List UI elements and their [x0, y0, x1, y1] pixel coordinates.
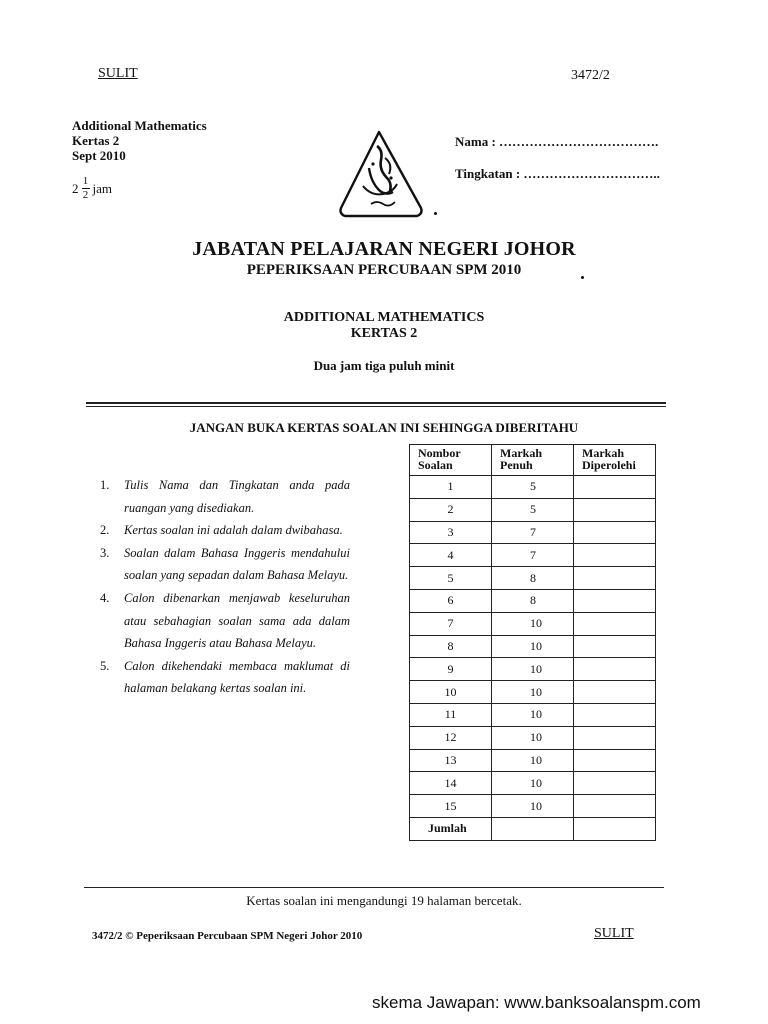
divider-rule	[86, 402, 666, 404]
table-row	[410, 476, 656, 499]
marks-obtained-cell[interactable]	[574, 521, 656, 544]
instruction-item: 1. Tulis Nama dan Tingkatan anda pada ruangan yang disediakan.	[100, 478, 350, 515]
total-label: Jumlah	[410, 817, 492, 840]
classification-label: SULIT	[98, 66, 138, 81]
subject-name: Additional Mathematics	[72, 118, 207, 133]
marks-obtained-cell[interactable]	[574, 681, 656, 704]
total-full-marks-cell	[492, 817, 574, 840]
question-number-cell: 5	[410, 567, 492, 590]
instructions-list	[100, 474, 350, 700]
paper-code: 3472/2	[571, 68, 610, 83]
table-total-row	[410, 817, 656, 840]
footer-rule	[84, 887, 664, 888]
table-row	[410, 589, 656, 612]
exam-date: Sept 2010	[72, 148, 126, 163]
table-row	[410, 749, 656, 772]
question-number-cell: 2	[410, 498, 492, 521]
paper-subject: ADDITIONAL MATHEMATICS	[283, 310, 485, 325]
question-number-cell: 8	[410, 635, 492, 658]
divider-rule	[86, 406, 666, 407]
table-row	[410, 498, 656, 521]
instruction-item: 2. Kertas soalan ini adalah dalam dwibahasa.	[100, 523, 343, 538]
question-number-cell: 11	[410, 703, 492, 726]
table-row	[410, 635, 656, 658]
department-title: JABATAN PELAJARAN NEGERI JOHOR	[192, 238, 576, 260]
table-row	[410, 612, 656, 635]
table-row	[410, 567, 656, 590]
johor-education-crest-icon	[333, 128, 429, 224]
question-number-cell: 12	[410, 726, 492, 749]
table-row	[410, 772, 656, 795]
paper-number: Kertas 2	[72, 133, 120, 148]
name-field: Nama : ……………………………….	[455, 134, 659, 149]
paper-heading	[0, 310, 768, 342]
fraction-numerator: 1	[82, 175, 89, 187]
marks-obtained-cell[interactable]	[574, 635, 656, 658]
question-number-cell: 13	[410, 749, 492, 772]
full-marks-cell: 10	[492, 726, 574, 749]
table-row	[410, 795, 656, 818]
scan-speck	[581, 276, 584, 279]
table-row	[410, 703, 656, 726]
question-number-cell: 3	[410, 521, 492, 544]
marks-obtained-cell[interactable]	[574, 726, 656, 749]
marks-table	[409, 444, 656, 841]
marks-obtained-cell[interactable]	[574, 544, 656, 567]
marks-obtained-cell[interactable]	[574, 703, 656, 726]
full-marks-cell: 10	[492, 749, 574, 772]
duration	[72, 176, 112, 201]
full-marks-cell: 5	[492, 498, 574, 521]
marks-obtained-cell[interactable]	[574, 498, 656, 521]
duration-whole: 2	[72, 180, 79, 196]
full-marks-cell: 10	[492, 681, 574, 704]
question-number-cell: 15	[410, 795, 492, 818]
full-marks-cell: 10	[492, 772, 574, 795]
instruction-item: 5. Calon dikehendaki membaca maklumat di halaman belakang kertas soalan ini.	[100, 658, 350, 696]
form-field: Tingkatan : …………………………..	[455, 166, 660, 181]
question-number-cell: 7	[410, 612, 492, 635]
full-marks-cell: 10	[492, 658, 574, 681]
marks-obtained-cell[interactable]	[574, 476, 656, 499]
duration-unit: jam	[92, 180, 112, 196]
header-question-number: Nombor Soalan	[410, 445, 492, 476]
marks-obtained-cell[interactable]	[574, 567, 656, 590]
exam-duration: Dua jam tiga puluh minit	[313, 358, 455, 373]
exam-title: PEPERIKSAAN PERCUBAAN SPM 2010	[246, 262, 522, 278]
question-number-cell: 14	[410, 772, 492, 795]
table-row	[410, 544, 656, 567]
table-row	[410, 658, 656, 681]
question-number-cell: 1	[410, 476, 492, 499]
question-number-cell: 10	[410, 681, 492, 704]
full-marks-cell: 10	[492, 635, 574, 658]
table-row	[410, 681, 656, 704]
page-count-note: Kertas soalan ini mengandungi 19 halaman bercetak.	[246, 893, 522, 908]
duration-fraction	[82, 176, 90, 201]
full-marks-cell: 10	[492, 612, 574, 635]
question-number-cell: 4	[410, 544, 492, 567]
header-full-marks: Markah Penuh	[492, 445, 574, 476]
scan-speck	[434, 212, 437, 215]
table-row	[410, 521, 656, 544]
full-marks-cell: 7	[492, 521, 574, 544]
header-marks-obtained: Markah Diperolehi	[574, 445, 656, 476]
table-header-row	[410, 445, 656, 476]
full-marks-cell: 10	[492, 795, 574, 818]
instruction-item: 3. Soalan dalam Bahasa Inggeris mendahului soalan yang sepadan dalam Bahasa Melayu.	[100, 545, 350, 583]
answer-scheme-watermark: skema Jawapan: www.banksoalanspm.com	[372, 993, 701, 1012]
total-marks-obtained-cell[interactable]	[574, 817, 656, 840]
question-number-cell: 6	[410, 589, 492, 612]
footer-classification-label: SULIT	[594, 926, 634, 941]
full-marks-cell: 7	[492, 544, 574, 567]
copyright-line: 3472/2 © Peperiksaan Percubaan SPM Negeri Johor 2010	[92, 930, 363, 942]
marks-obtained-cell[interactable]	[574, 658, 656, 681]
full-marks-cell: 8	[492, 567, 574, 590]
table-row	[410, 726, 656, 749]
marks-obtained-cell[interactable]	[574, 589, 656, 612]
marks-obtained-cell[interactable]	[574, 795, 656, 818]
marks-obtained-cell[interactable]	[574, 612, 656, 635]
instruction-item: 4. Calon dibenarkan menjawab keseluruhan atau sebahagian soalan sama ada dalam Bahasa Inggeris atau Bahasa Melayu.	[100, 590, 350, 651]
paper-kertas: KERTAS 2	[350, 326, 418, 341]
fraction-denominator: 2	[82, 189, 89, 201]
question-number-cell: 9	[410, 658, 492, 681]
marks-obtained-cell[interactable]	[574, 749, 656, 772]
full-marks-cell: 8	[492, 589, 574, 612]
subject-block	[72, 118, 207, 163]
full-marks-cell: 10	[492, 703, 574, 726]
warning-text: JANGAN BUKA KERTAS SOALAN INI SEHINGGA DIBERITAHU	[189, 420, 579, 435]
marks-obtained-cell[interactable]	[574, 772, 656, 795]
full-marks-cell: 5	[492, 476, 574, 499]
